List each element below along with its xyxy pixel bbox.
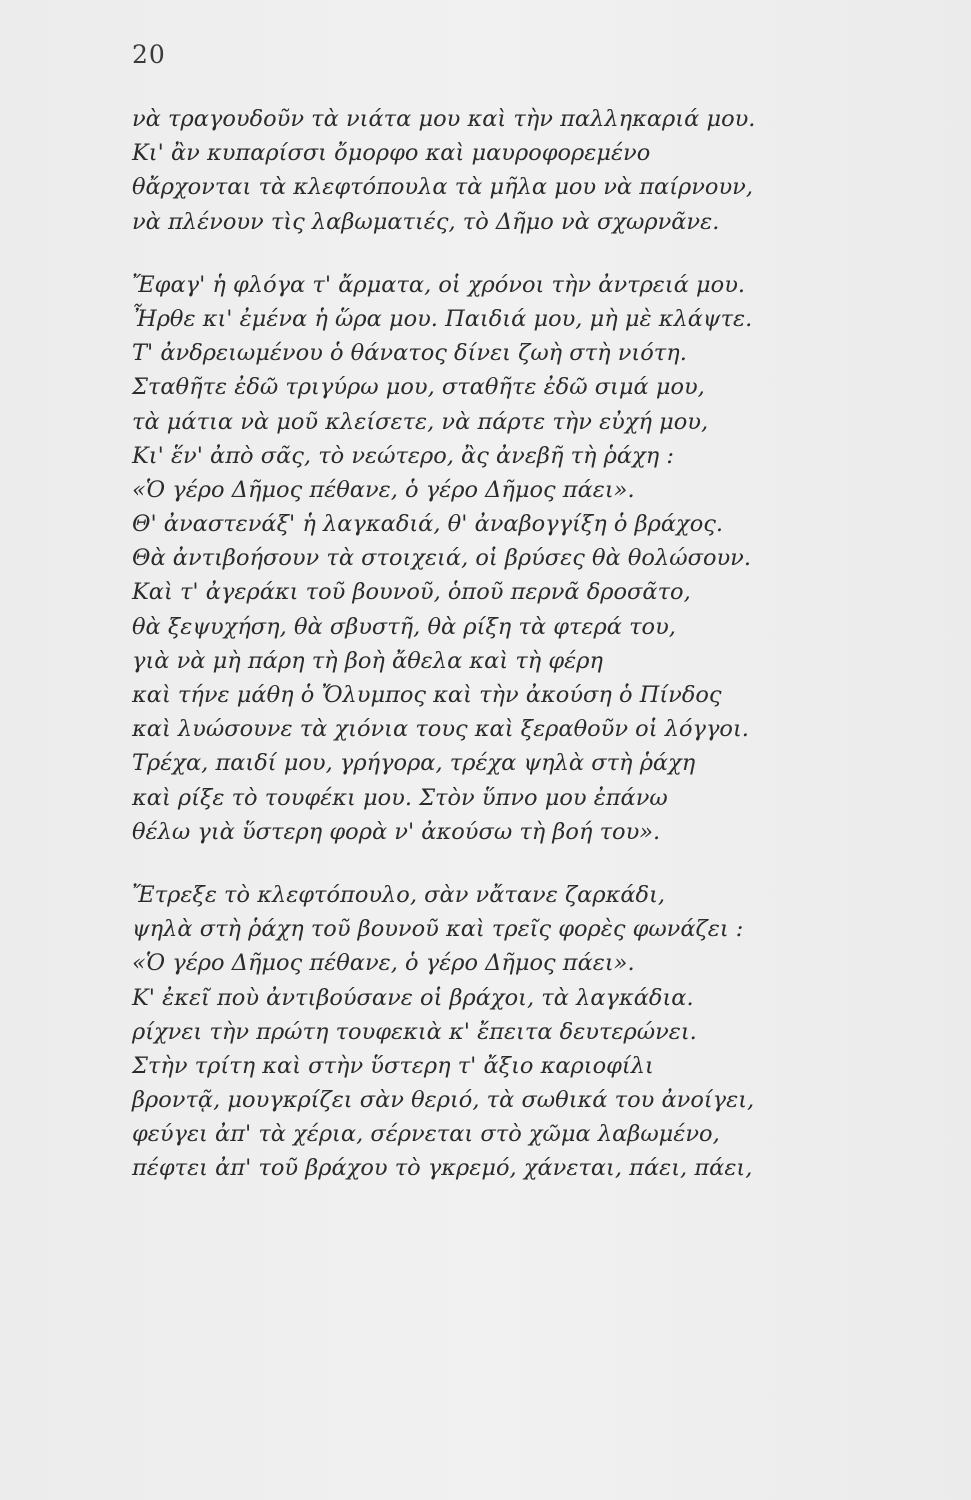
poem-line: Ἔτρεξε τὸ κλεφτόπουλο, σὰν νἄτανε ζαρκάδι, (132, 881, 666, 908)
poem-line: Σταθῆτε ἐδῶ τριγύρω μου, σταθῆτε ἐδῶ σιμά μου, (132, 374, 705, 401)
poem-line: ρίχνει τὴν πρώτη τουφεκιὰ κ' ἔπειτα δευτερώνει. (132, 1018, 697, 1045)
poem-line: «Ὁ γέρο Δῆμος πέθανε, ὁ γέρο Δῆμος πάει». (132, 950, 635, 977)
poem-line: Τρέχα, παιδί μου, γρήγορα, τρέχα ψηλὰ στὴ ῥάχη (132, 750, 696, 777)
stanza-1 (132, 102, 892, 239)
poem-line: θέλω γιὰ ὕστερη φορὰ ν' ἀκούσω τὴ βοή του». (132, 818, 661, 845)
poem-line: βροντᾷ, μουγκρίζει σὰν θεριό, τὰ σωθικά του ἀνοίγει, (132, 1087, 755, 1114)
poem-line: Ἔφαγ' ἡ φλόγα τ' ἄρματα, οἱ χρόνοι τὴν ἀντρειά μου. (132, 271, 746, 298)
poem-line: γιὰ νὰ μὴ πάρη τὴ βοὴ ἄθελα καὶ τὴ φέρη (132, 647, 603, 674)
poem-line: Κι' ἕν' ἀπὸ σᾶς, τὸ νεώτερο, ἂς ἀνεβῆ τὴ ῥάχη : (132, 442, 674, 469)
poem-line: νὰ πλένουν τὶς λαβωματιές, τὸ Δῆμο νὰ σχωρνᾶνε. (132, 208, 720, 235)
poem-line: καὶ λυώσουνε τὰ χιόνια τους καὶ ξεραθοῦν οἱ λόγγοι. (132, 716, 749, 743)
poem-text (132, 102, 892, 1215)
poem-line: Θὰ ἀντιβοήσουν τὰ στοιχειά, οἱ βρύσες θὰ θολώσουν. (132, 545, 752, 572)
poem-line: Καὶ τ' ἀγεράκι τοῦ βουνοῦ, ὁποῦ περνᾶ δροσᾶτο, (132, 579, 691, 606)
poem-line: Ἦρθε κι' ἐμένα ἡ ὥρα μου. Παιδιά μου, μὴ μὲ κλάψτε. (132, 305, 753, 332)
stanza-3 (132, 878, 892, 1186)
poem-line: Στὴν τρίτη καὶ στὴν ὕστερη τ' ἄξιο καριοφίλι (132, 1052, 654, 1079)
poem-line: φεύγει ἀπ' τὰ χέρια, σέρνεται στὸ χῶμα λαβωμένο, (132, 1121, 720, 1148)
poem-line: καὶ ρίξε τὸ τουφέκι μου. Στὸν ὕπνο μου ἐπάνω (132, 784, 668, 811)
poem-line: θἄρχονται τὰ κλεφτόπουλα τὰ μῆλα μου νὰ παίρνουν, (132, 174, 753, 201)
poem-line: τὰ μάτια νὰ μοῦ κλείσετε, νὰ πάρτε τὴν εὐχή μου, (132, 408, 709, 435)
poem-line: πέφτει ἀπ' τοῦ βράχου τὸ γκρεμό, χάνεται, πάει, πάει, (132, 1155, 753, 1182)
stanza-2 (132, 268, 892, 849)
poem-line: Τ' ἀνδρειωμένου ὁ θάνατος δίνει ζωὴ στὴ νιότη. (132, 340, 687, 367)
poem-line: Κι' ἂν κυπαρίσσι ὄμορφο καὶ μαυροφορεμένο (132, 140, 651, 167)
page-number: 20 (132, 40, 166, 69)
poem-line: Θ' ἀναστενάξ' ἡ λαγκαδιά, θ' ἀναβογγίξη ὁ βράχος. (132, 511, 723, 538)
poem-line: νὰ τραγουδοῦν τὰ νιάτα μου καὶ τὴν παλληκαριά μου. (132, 106, 756, 132)
poem-line: θὰ ξεψυχήση, θὰ σβυστῆ, θὰ ρίξη τὰ φτερά του, (132, 613, 676, 640)
poem-line: «Ὁ γέρο Δῆμος πέθανε, ὁ γέρο Δῆμος πάει». (132, 476, 635, 503)
poem-line: ψηλὰ στὴ ῥάχη τοῦ βουνοῦ καὶ τρεῖς φορὲς φωνάζει : (132, 916, 744, 943)
poem-line: Κ' ἐκεῖ ποὺ ἀντιβούσανε οἱ βράχοι, τὰ λαγκάδια. (132, 984, 694, 1011)
poem-line: καὶ τήνε μάθη ὁ Ὄλυμπος καὶ τὴν ἀκούση ὁ Πίνδος (132, 682, 722, 708)
